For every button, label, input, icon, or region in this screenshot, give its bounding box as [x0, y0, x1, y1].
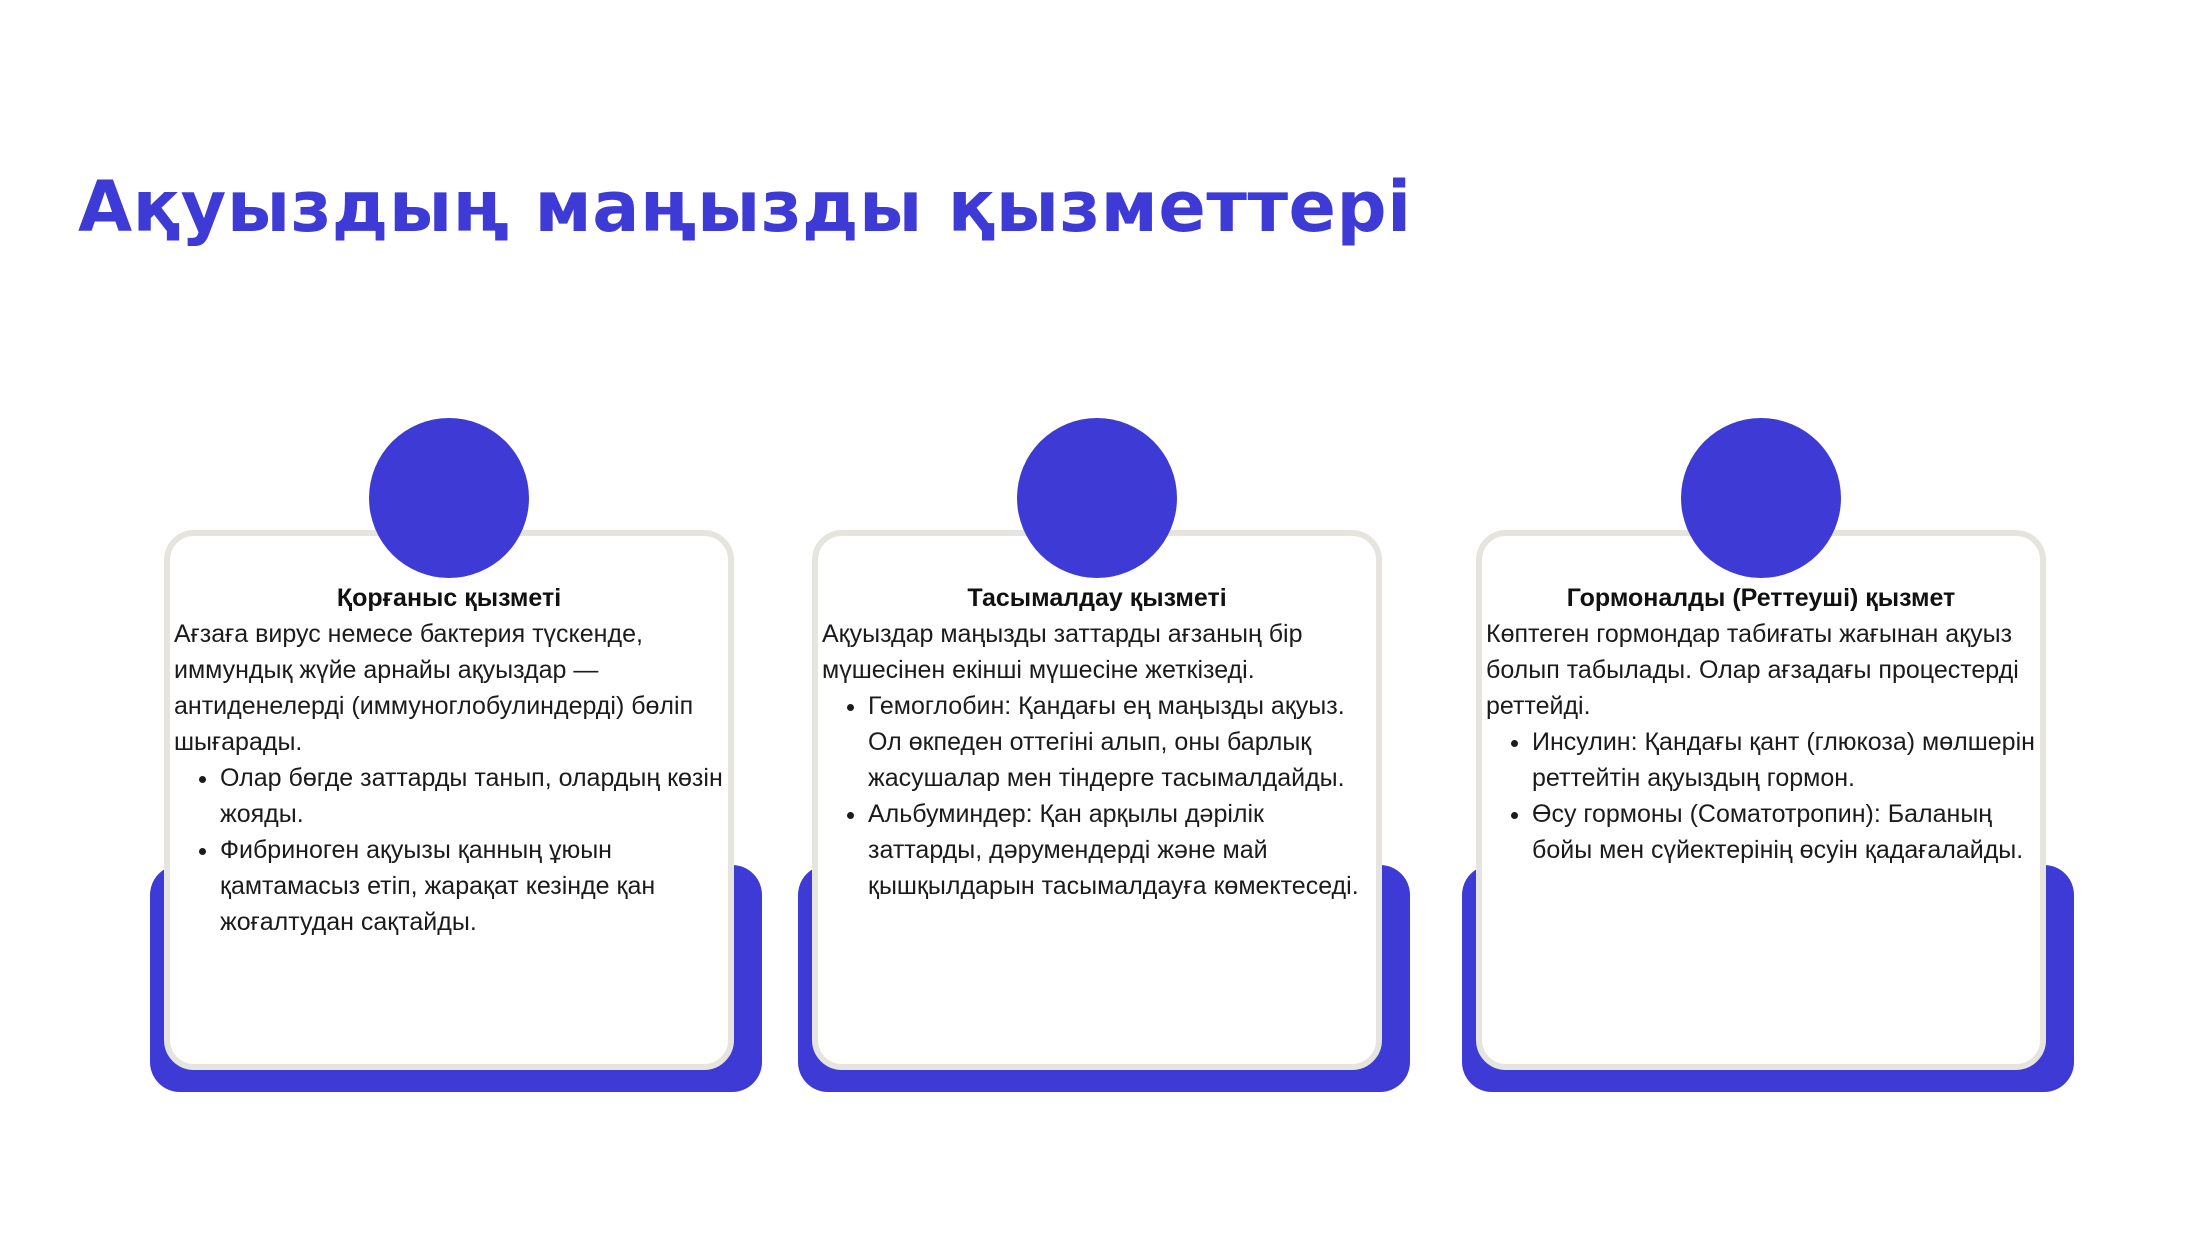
card-panel: [812, 530, 1382, 1070]
function-card-protective: [150, 530, 762, 1092]
card-circle-marker: [1681, 418, 1841, 578]
list-item: • Инсулин: Қандағы қант (глюкоза) мөлшерін реттейтін ақуыздың гормон.: [1532, 724, 2036, 796]
card-heading: Тасымалдау қызметі: [967, 584, 1227, 612]
list-item: • Гемоглобин: Қандағы ең маңызды ақуыз. Ол өкпеден оттегіні алып, оны барлық жасушалар мен тіндерге тасымалдайды.: [868, 688, 1372, 796]
card-content: [174, 580, 724, 940]
card-intro-text: Көптеген гормондар табиғаты жағынан ақуыз болып табылады. Олар ағзадағы процестерді реттейді.: [1486, 620, 2019, 720]
card-content: [822, 580, 1372, 904]
card-circle-marker: [369, 418, 529, 578]
card-content: [1486, 580, 2036, 868]
list-item: • Өсу гормоны (Соматотропин): Баланың бойы мен сүйектерінің өсуін қадағалайды.: [1532, 796, 2036, 868]
card-panel: [164, 530, 734, 1070]
function-card-hormonal: [1462, 530, 2074, 1092]
card-heading: Қорғаныс қызметі: [336, 584, 562, 612]
card-bullet-list: [1486, 724, 2036, 868]
list-item: • Олар бөгде заттарды танып, олардың көзін жояды.: [220, 760, 724, 832]
card-intro-text: Ағзаға вирус немесе бактерия түскенде, иммундық жүйе арнайы ақуыздар — антиденелерді (иммуноглобулиндерді) бөліп шығарады.: [174, 620, 694, 756]
card-panel: [1476, 530, 2046, 1070]
card-bullet-list: [822, 688, 1372, 904]
card-heading: Гормоналды (Реттеуші) қызмет: [1566, 584, 1956, 612]
page-title: Ақуыздың маңызды қызметтері: [78, 166, 1412, 248]
function-card-transport: [798, 530, 1410, 1092]
list-item: • Фибриноген ақуызы қанның ұюын қамтамасыз етіп, жарақат кезінде қан жоғалтудан сақтайды.: [220, 832, 724, 940]
list-item: • Альбуминдер: Қан арқылы дәрілік заттарды, дәрумендерді және май қышқылдарын тасымалдауға көмектеседі.: [868, 796, 1372, 904]
card-circle-marker: [1017, 418, 1177, 578]
card-intro-text: Ақуыздар маңызды заттарды ағзаның бір мүшесінен екінші мүшесіне жеткізеді.: [822, 620, 1303, 684]
card-bullet-list: [174, 760, 724, 940]
